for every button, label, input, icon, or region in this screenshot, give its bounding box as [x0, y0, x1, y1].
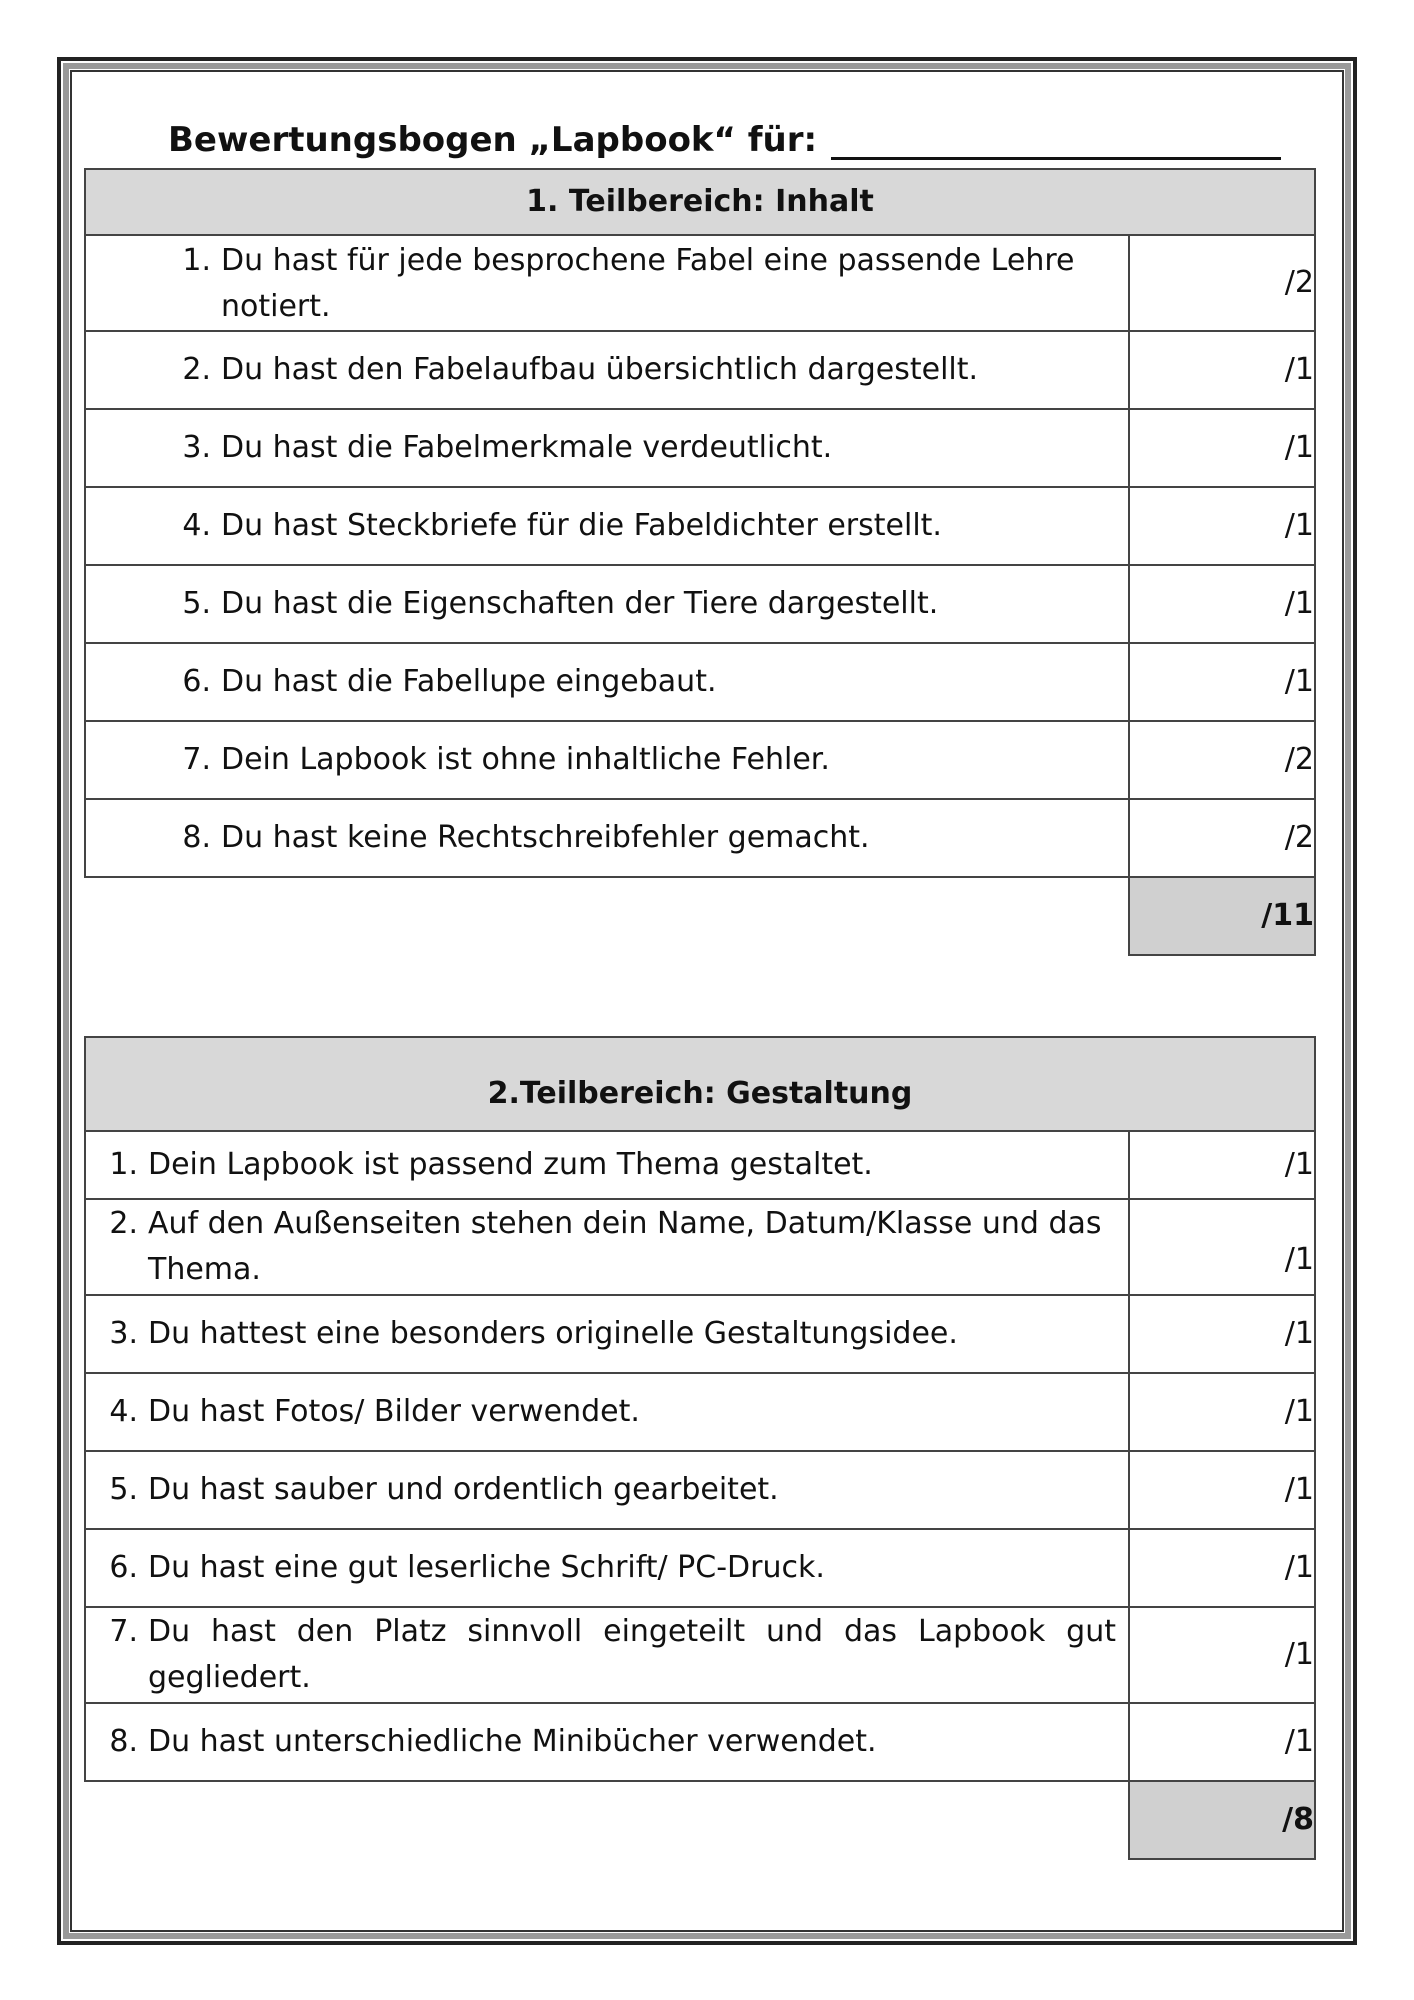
- item-text: Du hast für jede besprochene Fabel eine passende Lehre notiert.: [221, 243, 1075, 324]
- item-number: 6.: [109, 1550, 138, 1585]
- item-text: Du hast Steckbriefe für die Fabeldichter erstellt.: [221, 508, 942, 543]
- section-total: /8: [1129, 1781, 1315, 1859]
- item-text: Du hast die Fabelmerkmale verdeutlicht.: [221, 430, 833, 465]
- item-points: /1: [1129, 409, 1315, 487]
- table-row: [85, 1529, 1315, 1607]
- table-row: [85, 409, 1315, 487]
- item-text: Du hast eine gut leserliche Schrift/ PC-Druck.: [148, 1550, 825, 1585]
- item-text: Dein Lapbook ist passend zum Thema gestaltet.: [148, 1147, 873, 1182]
- item-points: /2: [1129, 235, 1315, 331]
- item-points: /1: [1129, 331, 1315, 409]
- item-text: Du hast unterschiedliche Minibücher verwendet.: [148, 1724, 877, 1759]
- item-number: 1.: [182, 243, 211, 278]
- item-text: Dein Lapbook ist ohne inhaltliche Fehler.: [221, 742, 830, 777]
- item-number: 8.: [182, 820, 211, 855]
- table-row: [85, 1607, 1315, 1703]
- item-points: /1: [1129, 1373, 1315, 1451]
- section-inhalt-table: [84, 168, 1316, 956]
- item-number: 2.: [109, 1206, 138, 1241]
- item-text: Du hast den Platz sinnvoll eingeteilt und das Lapbook gut gegliedert.: [148, 1614, 1116, 1695]
- item-text: Du hast die Eigenschaften der Tiere dargestellt.: [221, 586, 939, 621]
- item-text: Du hast den Fabelaufbau übersichtlich dargestellt.: [221, 352, 979, 387]
- item-points: /2: [1129, 799, 1315, 877]
- item-number: 5.: [182, 586, 211, 621]
- item-points: /1: [1129, 565, 1315, 643]
- table-row: [85, 1131, 1315, 1199]
- item-number: 7.: [109, 1614, 138, 1649]
- table-row: [85, 487, 1315, 565]
- section-total: /11: [1129, 877, 1315, 955]
- item-points: /1: [1129, 1703, 1315, 1781]
- table-row: [85, 643, 1315, 721]
- item-text: Du hast die Fabellupe eingebaut.: [221, 664, 717, 699]
- table-row: [85, 235, 1315, 331]
- item-number: 6.: [182, 664, 211, 699]
- item-number: 7.: [182, 742, 211, 777]
- table-row: [85, 799, 1315, 877]
- item-number: 8.: [109, 1724, 138, 1759]
- table-row: [85, 721, 1315, 799]
- table-row: [85, 1451, 1315, 1529]
- item-points: /1: [1129, 487, 1315, 565]
- table-row: [85, 1373, 1315, 1451]
- item-number: 5.: [109, 1472, 138, 1507]
- table-row: [85, 565, 1315, 643]
- table-row: [85, 331, 1315, 409]
- item-number: 4.: [109, 1394, 138, 1429]
- section-title: 1. Teilbereich: Inhalt: [85, 169, 1315, 235]
- item-points: /1: [1129, 1131, 1315, 1199]
- item-points: /1: [1129, 643, 1315, 721]
- item-number: 1.: [109, 1147, 138, 1182]
- item-text: Du hast Fotos/ Bilder verwendet.: [148, 1394, 640, 1429]
- name-blank-line: [831, 117, 1281, 160]
- table-row: [85, 1703, 1315, 1781]
- item-number: 2.: [182, 352, 211, 387]
- table-row: [85, 1295, 1315, 1373]
- item-text: Du hast keine Rechtschreibfehler gemacht.: [221, 820, 870, 855]
- item-points: /1: [1129, 1451, 1315, 1529]
- item-points: /1: [1129, 1199, 1315, 1295]
- section-title: 2.Teilbereich: Gestaltung: [85, 1037, 1315, 1131]
- section-gestaltung-table: [84, 1036, 1316, 1860]
- item-points: /1: [1129, 1295, 1315, 1373]
- item-number: 4.: [182, 508, 211, 543]
- item-points: /1: [1129, 1529, 1315, 1607]
- item-points: /1: [1129, 1607, 1315, 1703]
- item-points: /2: [1129, 721, 1315, 799]
- item-text: Du hattest eine besonders originelle Gestaltungsidee.: [148, 1316, 958, 1351]
- table-row: [85, 1199, 1315, 1295]
- page-header: [168, 110, 1281, 160]
- item-text: Auf den Außenseiten stehen dein Name, Datum/Klasse und das Thema.: [148, 1206, 1102, 1287]
- page-title: Bewertungsbogen „Lapbook“ für:: [168, 120, 818, 160]
- item-text: Du hast sauber und ordentlich gearbeitet.: [148, 1472, 779, 1507]
- item-number: 3.: [182, 430, 211, 465]
- item-number: 3.: [109, 1316, 138, 1351]
